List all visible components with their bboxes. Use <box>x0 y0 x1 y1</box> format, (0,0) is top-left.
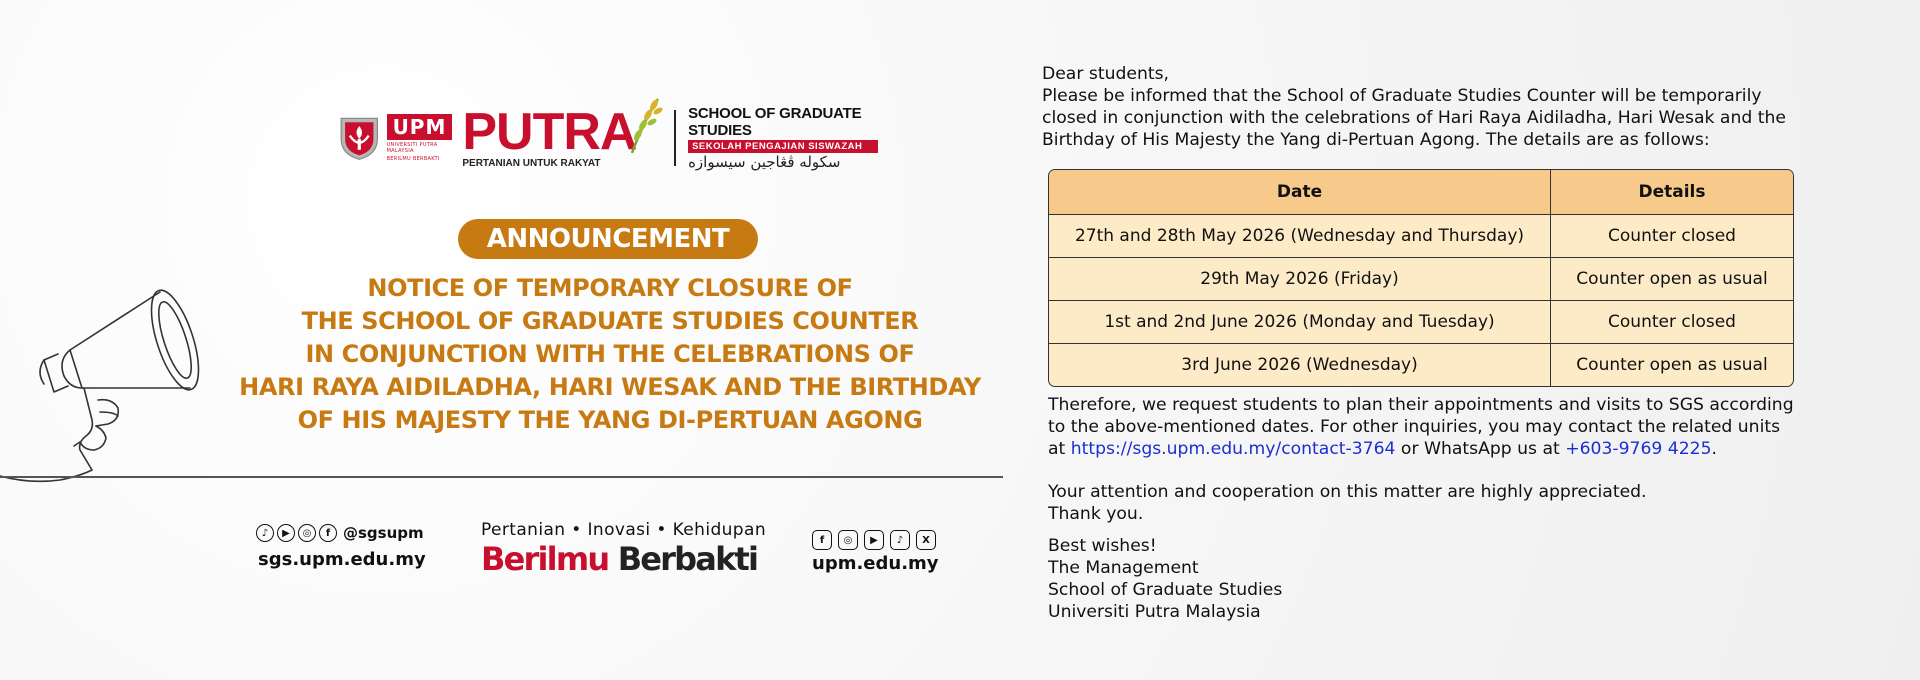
table-row <box>1049 258 1793 301</box>
contact-line <box>1048 438 1868 460</box>
sgs-title: SCHOOL OF GRADUATE STUDIES <box>688 105 862 139</box>
tiktok-icon[interactable]: ♪ <box>890 530 910 550</box>
wheat-icon <box>624 95 664 155</box>
headline-line: NOTICE OF TEMPORARY CLOSURE OF <box>367 274 853 302</box>
body-line: Therefore, we request students to plan their appointments and visits to SGS according <box>1048 395 1794 415</box>
facebook-icon[interactable]: f <box>812 530 832 550</box>
signoff-line: Universiti Putra Malaysia <box>1048 602 1261 622</box>
spacer <box>1048 460 1868 481</box>
slogan-berbakti: Berbakti <box>617 540 758 578</box>
date-cell: 29th May 2026 (Friday) <box>1049 258 1551 301</box>
contact-link[interactable]: https://sgs.upm.edu.my/contact-3764 <box>1070 439 1396 459</box>
slogan <box>481 540 757 578</box>
letter-intro <box>1042 63 1882 151</box>
facebook-icon[interactable]: f <box>319 524 337 542</box>
whatsapp-link[interactable]: +603-9769 4225 <box>1565 439 1712 459</box>
headline-line: OF HIS MAJESTY THE YANG DI-PERTUAN AGONG <box>297 406 923 434</box>
sgs-malay-name: SEKOLAH PENGAJIAN SISWAZAH <box>688 140 878 153</box>
date-cell: 1st and 2nd June 2026 (Monday and Tuesday) <box>1049 301 1551 344</box>
headline-line: HARI RAYA AIDILADHA, HARI WESAK AND THE BIRTHDAY <box>239 373 981 401</box>
date-header: Date <box>1049 170 1551 215</box>
notice-headline <box>210 272 1010 437</box>
details-cell: Counter open as usual <box>1576 355 1768 375</box>
appreciation: Your attention and cooperation on this matter are highly appreciated. <box>1048 482 1647 502</box>
date-cell: 3rd June 2026 (Wednesday) <box>1049 344 1551 387</box>
signoff-line: Best wishes! <box>1048 536 1157 556</box>
sgs-jawi-name: سکوله ڤڠاجين سيسوازه <box>688 153 841 171</box>
announcement-badge: ANNOUNCEMENT <box>458 219 758 259</box>
intro-line: Please be informed that the School of Graduate Studies Counter will be temporarily <box>1042 86 1762 106</box>
motto: Pertanian • Inovasi • Kehidupan <box>481 520 766 540</box>
table-row <box>1049 215 1793 258</box>
signoff-line: School of Graduate Studies <box>1048 580 1283 600</box>
schedule-table <box>1048 169 1794 387</box>
upm-shield-icon <box>338 109 381 167</box>
signoff-line: The Management <box>1048 558 1199 578</box>
table-row <box>1049 301 1793 344</box>
date-cell: 27th and 28th May 2026 (Wednesday and Thursday) <box>1049 215 1551 258</box>
youtube-icon[interactable]: ▶ <box>864 530 884 550</box>
instagram-icon[interactable]: ◎ <box>838 530 858 550</box>
headline-line: THE SCHOOL OF GRADUATE STUDIES COUNTER <box>301 307 919 335</box>
divider-line <box>0 476 1003 478</box>
upm-wordmark <box>387 114 453 162</box>
youtube-icon[interactable]: ▶ <box>277 524 295 542</box>
upm-subtitle: UNIVERSITI PUTRA MALAYSIA <box>386 142 438 154</box>
period: . <box>1711 439 1718 459</box>
intro-line: closed in conjunction with the celebrations of Hari Raya Aidiladha, Hari Wesak and the <box>1042 108 1786 128</box>
spacer <box>1048 525 1868 535</box>
social-handle: @sgsupm <box>343 524 424 542</box>
greeting: Dear students, <box>1042 64 1169 84</box>
upm-website[interactable]: upm.edu.my <box>812 553 939 574</box>
tiktok-icon[interactable]: ♪ <box>256 524 274 542</box>
headline-line: IN CONJUNCTION WITH THE CELEBRATIONS OF <box>305 340 915 368</box>
details-header: Details <box>1551 170 1794 215</box>
table-header-row <box>1049 170 1793 215</box>
megaphone-icon <box>0 280 210 490</box>
details-cell: Counter open as usual <box>1551 258 1794 301</box>
table-row <box>1049 344 1793 387</box>
social-links-left <box>256 524 424 542</box>
sgs-logo <box>688 105 878 171</box>
upm-text: UPM <box>387 114 453 140</box>
at-prefix: at <box>1048 439 1071 459</box>
logo-divider <box>674 110 676 166</box>
sgs-website[interactable]: sgs.upm.edu.my <box>258 549 426 570</box>
slogan-berilmu: Berilmu <box>481 540 609 578</box>
whatsapp-text: or WhatsApp us at <box>1395 439 1566 459</box>
upm-motto-small: BERILMU BERBAKTI <box>386 156 440 162</box>
putra-tagline: PERTANIAN UNTUK RAKYAT <box>462 158 601 169</box>
putra-logo <box>462 103 637 169</box>
social-links-right <box>812 530 942 550</box>
intro-line: Birthday of His Majesty the Yang di-Pertuan Agong. The details are as follows: <box>1042 130 1710 150</box>
instagram-icon[interactable]: ◎ <box>298 524 316 542</box>
body-line: to the above-mentioned dates. For other inquiries, you may contact the related units <box>1048 417 1781 437</box>
x-icon[interactable]: X <box>916 530 936 550</box>
thanks: Thank you. <box>1048 504 1144 524</box>
details-cell: Counter closed <box>1551 301 1794 344</box>
details-cell: Counter closed <box>1551 215 1794 258</box>
letter-closing <box>1048 394 1868 623</box>
logo-row <box>338 98 878 178</box>
putra-word: PUTRA <box>462 103 637 161</box>
